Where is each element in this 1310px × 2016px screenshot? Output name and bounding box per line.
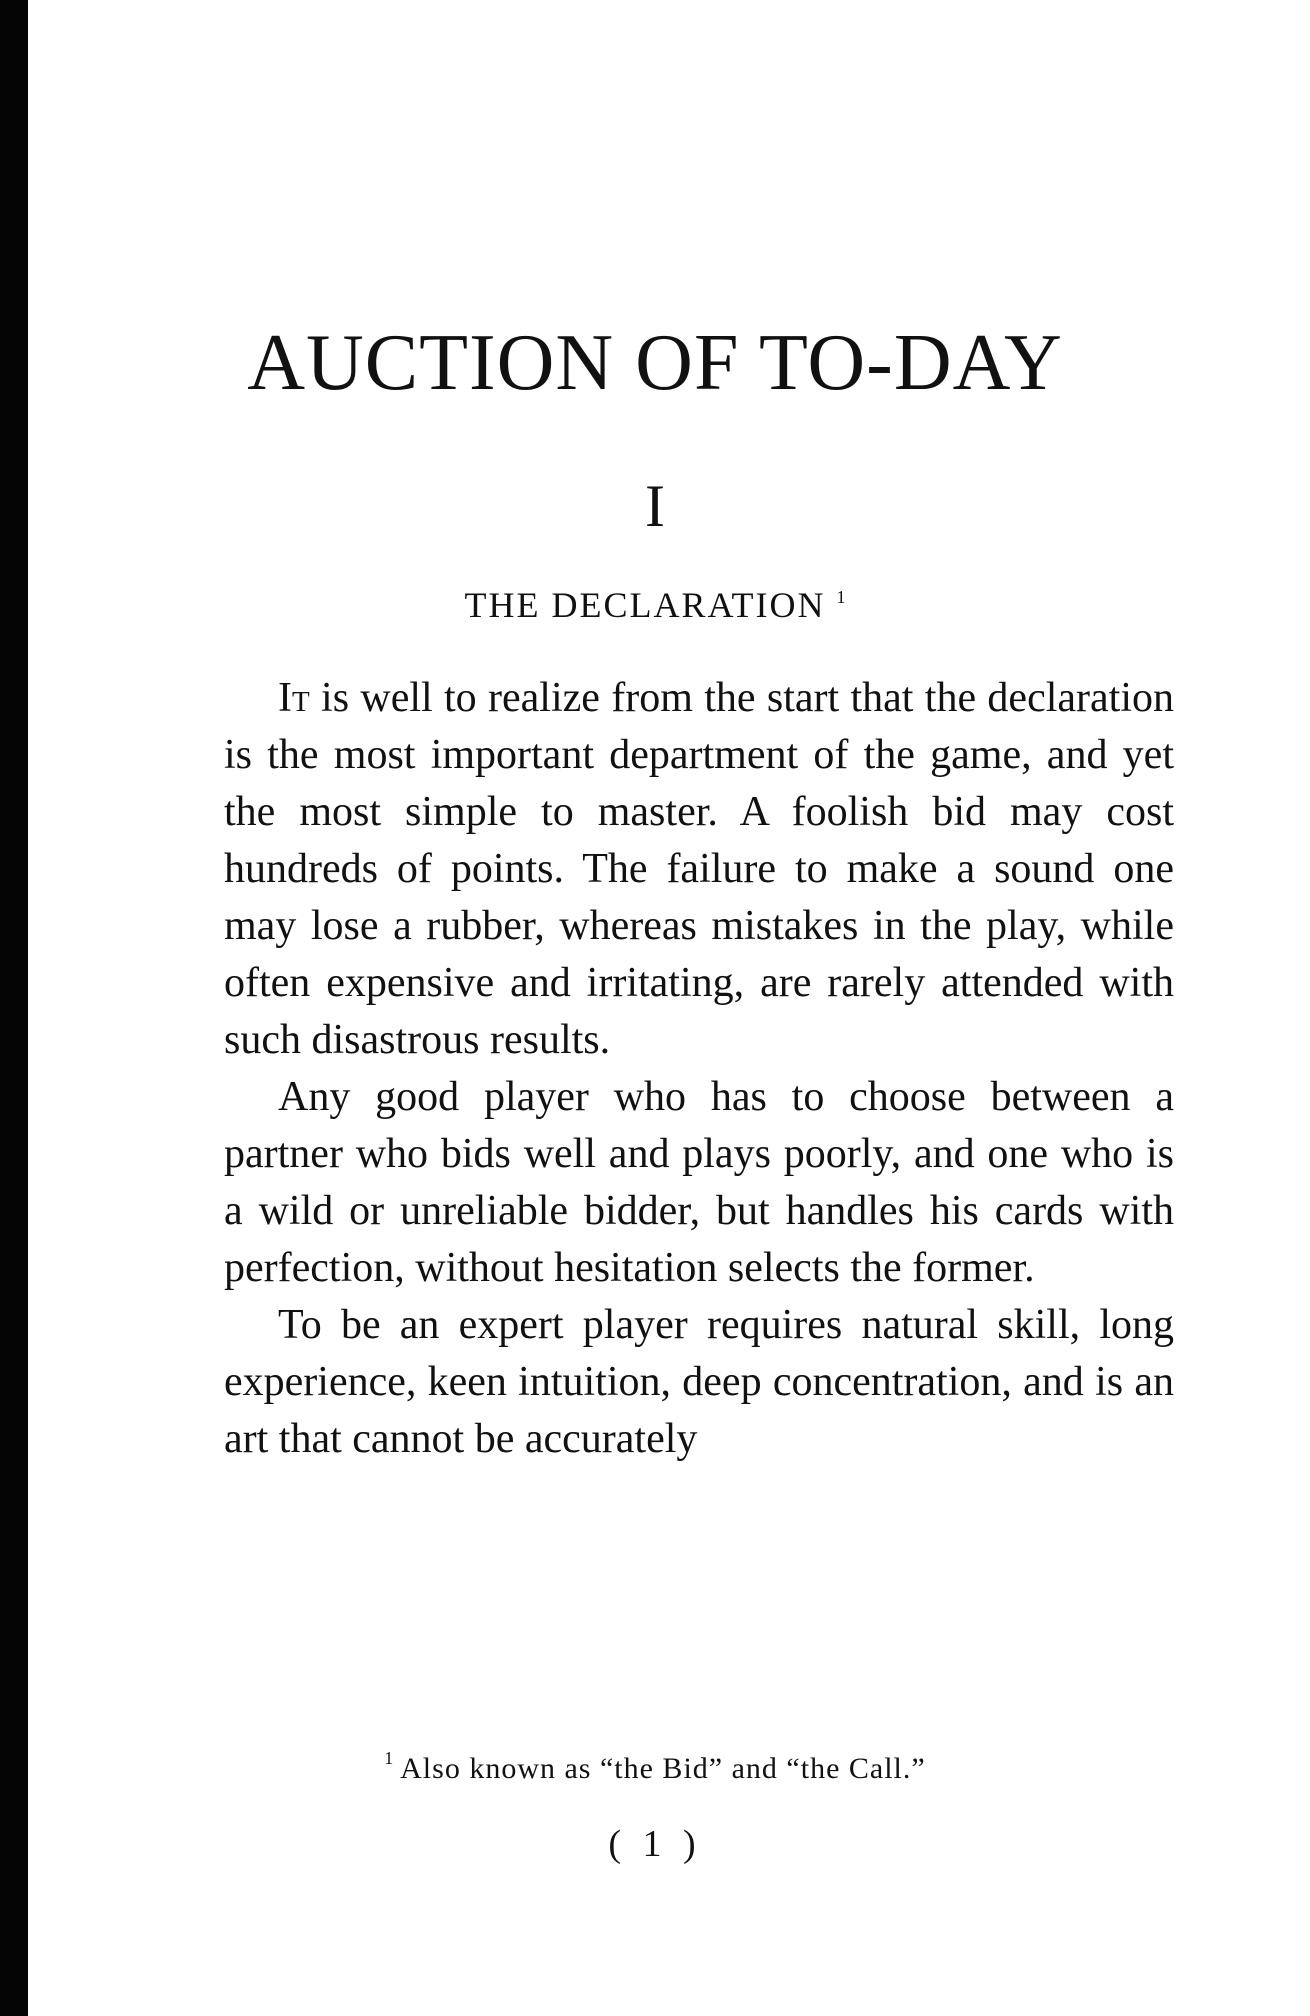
page-number: ( 1 )	[608, 1823, 702, 1865]
paragraph-2: Any good player who has to choose between a partner who bids well and plays poorly, and one who is a wild or unreliable bidder, but handles his cards with perfection, without hesitation selects the former.	[224, 1074, 1174, 1291]
paragraph-3: To be an expert player requires natural skill, long experience, keen intuition, deep concentration, and is an art that cannot be accurately	[224, 1302, 1174, 1462]
chapter-number: I	[645, 473, 665, 539]
paragraph-lead: It	[278, 675, 310, 721]
footnote	[0, 1748, 1310, 1786]
chapter-title	[0, 584, 1310, 626]
paragraph-1	[224, 670, 1174, 1069]
book-title: AUCTION OF TO-DAY	[247, 319, 1063, 407]
paragraph-1-text: is well to realize from the start that the declaration is the most important department of the game, and yet the most simple to master. A foolish bid may cost hundreds of points. The failure to make a sound one may lose a rubber, whereas mistakes in the play, while often expensive and irritating, are rarely attended with such disastrous results.	[224, 675, 1174, 1063]
footnote-reference: 1	[836, 587, 846, 607]
body-text	[224, 670, 1174, 1468]
footnote-text: Also known as “the Bid” and “the Call.”	[400, 1752, 926, 1785]
chapter-title-text: THE DECLARATION	[464, 585, 826, 625]
footnote-marker: 1	[384, 1748, 394, 1768]
